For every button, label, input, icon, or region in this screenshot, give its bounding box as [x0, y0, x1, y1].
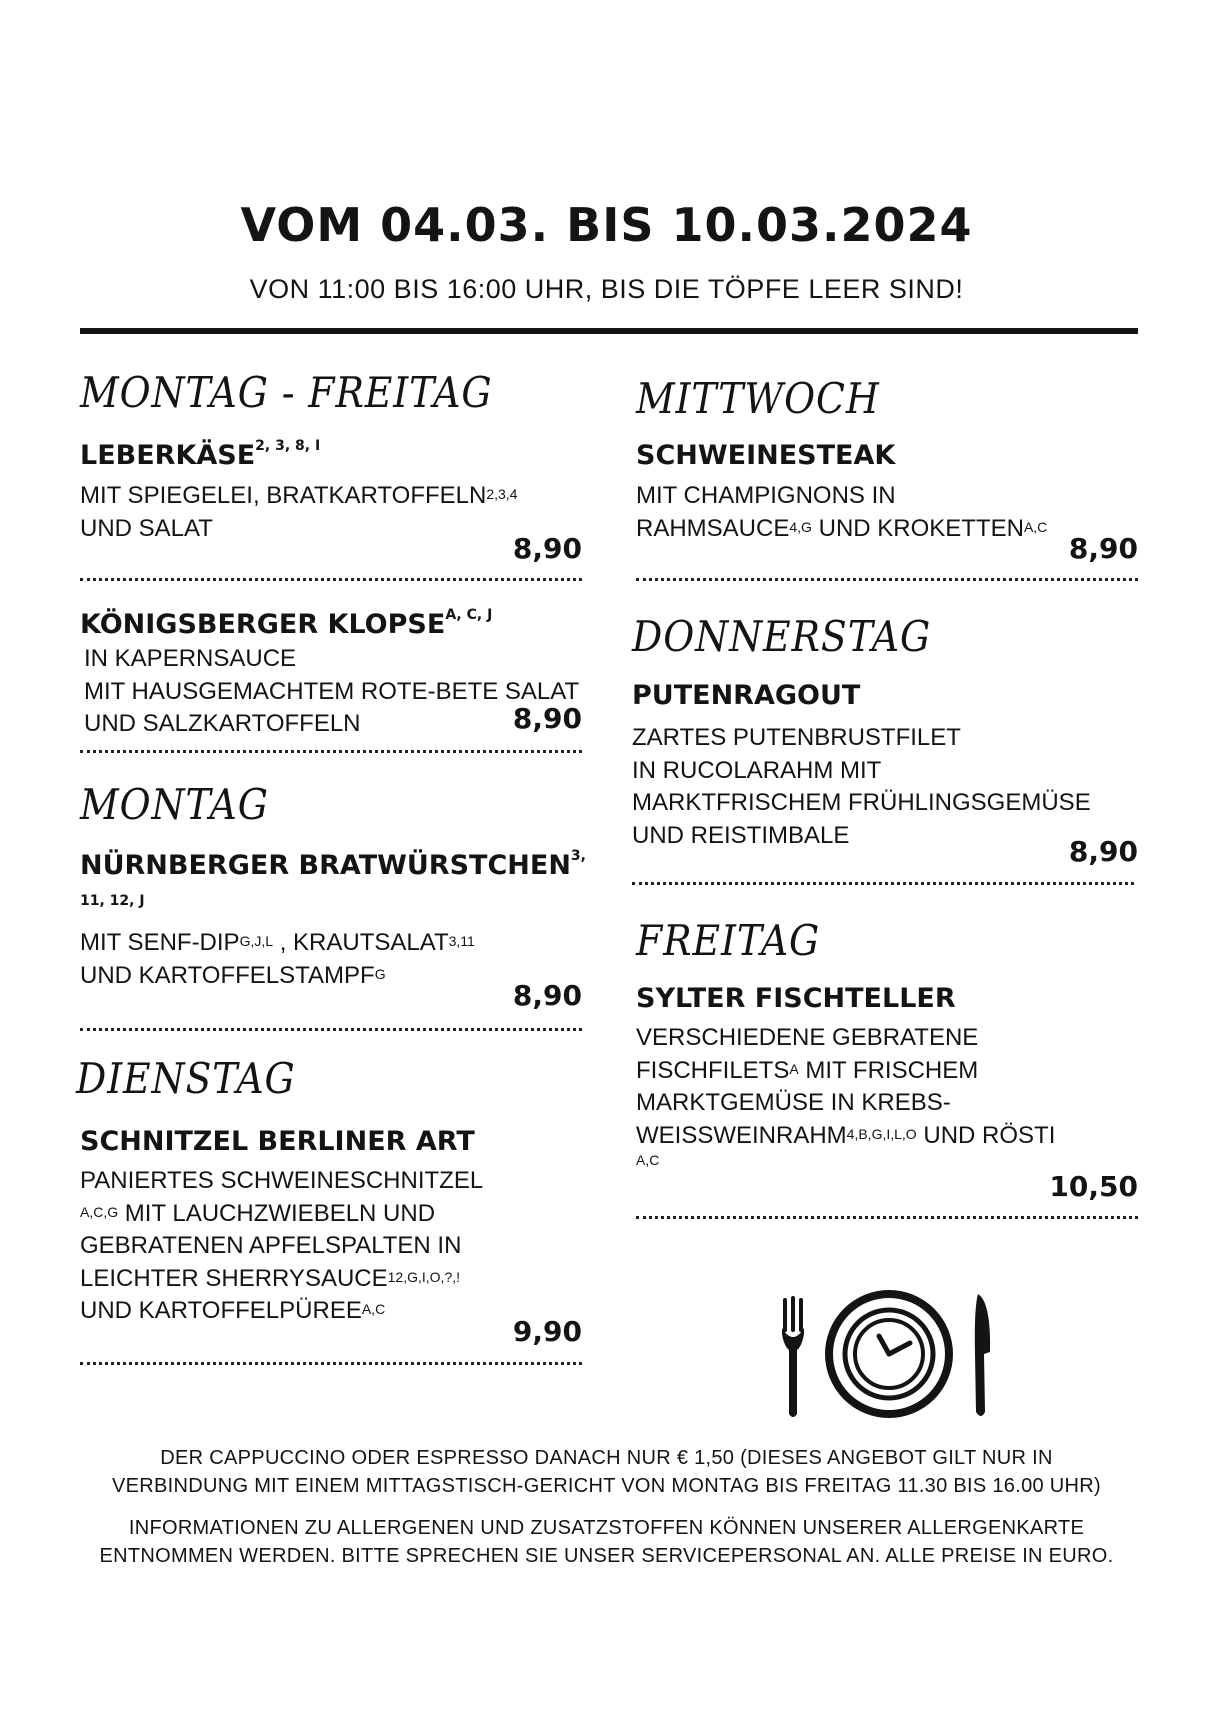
dotted-divider	[636, 578, 1138, 581]
dish-name-nuernberger-bratwuerstchen: NÜRNBERGER $BRATWÜRSTCHEN^{3,}$ 11, 12, J	[80, 848, 586, 909]
dish-name-koenigsberger-klopse: KÖNIGSBERGER $KLOPSE^{A, C, J}$	[80, 607, 493, 640]
dotted-divider	[80, 1362, 582, 1365]
day-heading-donnerstag: DONNERSTAG	[632, 612, 932, 661]
dish-name-leberkaese: $LEBERKÄSE^{2, 3, 8, I}$	[80, 438, 321, 471]
dish-description-koenigsberger-klopse: IN KAPERNSAUCE MIT HAUSGEMACHTEM ROTE-BETE SALAT UND SALZKARTOFFELN	[84, 645, 580, 737]
price-sylter-fischteller: 10,50	[1049, 1170, 1138, 1203]
header-divider	[80, 328, 1138, 334]
day-heading-freitag: FREITAG	[636, 916, 821, 965]
page-title: VOM 04.03. BIS 10.03.2024	[240, 198, 973, 252]
dish-name-sylter-fischteller: SYLTER FISCHTELLER	[636, 983, 956, 1014]
fork-icon	[782, 1296, 804, 1417]
dotted-divider	[632, 882, 1134, 885]
dish-name-putenragout: PUTENRAGOUT	[632, 680, 861, 711]
dotted-divider	[80, 578, 582, 581]
day-heading-montag: MONTAG	[80, 780, 269, 829]
price-nuernberger-bratwuerstchen: 8,90	[512, 979, 582, 1012]
price-koenigsberger-klopse: 8,90	[512, 702, 582, 735]
dish-name-schnitzel-berliner-art: SCHNITZEL BERLINER ART	[80, 1126, 475, 1157]
price-schweinesteak: 8,90	[1068, 532, 1138, 565]
price-putenragout: 8,90	[1068, 835, 1138, 868]
dish-description-putenragout: ZARTES PUTENBRUSTFILET IN RUCOLARAHM MIT MARKTFRISCHEM FRÜHLINGSGEMÜSE UND REISTIMBALE	[632, 724, 1091, 849]
dish-description-leberkaese: MIT SPIEGELEI, BRATKARTOFFELN$^{2,3,4}$ UND SALAT	[80, 482, 518, 542]
day-heading-mittwoch: MITTWOCH	[636, 374, 880, 423]
day-heading-dienstag: DIENSTAG	[76, 1054, 296, 1103]
dish-description-sylter-fischteller: VERSCHIEDENE GEBRATENE $FISCHFILETS^A$ MIT FRISCHEM MARKTGEMÜSE IN KREBS- $WEISSWEINRAHM^{4,B,G,I,L,O}$ UND RÖSTI A,C	[636, 1024, 1056, 1168]
price-schnitzel-berliner-art: 9,90	[512, 1315, 582, 1348]
dotted-divider	[80, 750, 582, 753]
footer-offer: DER CAPPUCCINO ODER ESPRESSO DANACH NUR € 1,50 (DIESES ANGEBOT GILT NUR IN VERBINDUNG MIT EINEM MITTAGSTISCH-GERICHT VON MONTAG BIS FREITAG 11.30 BIS 16.00 UHR)	[112, 1447, 1101, 1497]
footer-allergen-info: INFORMATIONEN ZU ALLERGENEN UND ZUSATZSTOFFEN KÖNNEN UNSERER ALLERGENKARTE ENTNOMMEN WERDEN. BITTE SPRECHEN SIE UNSER SERVICEPERSONAL AN. ALLE PREISE IN EURO.	[99, 1517, 1114, 1567]
knife-icon	[975, 1294, 990, 1416]
dish-name-schweinesteak: SCHWEINESTEAK	[636, 440, 896, 471]
price-leberkaese: 8,90	[512, 532, 582, 565]
fork-knife-clock-plate-icon	[778, 1288, 1000, 1420]
day-heading-montag-freitag: MONTAG - FREITAG	[80, 368, 493, 417]
dish-description-nuernberger-bratwuerstchen: MIT SENF-$DIP^{G,J,L}$ , KRAUTSALAT$^{3,11}$ UND $KARTOFFELSTAMPF^G$	[80, 929, 475, 989]
dotted-divider	[636, 1216, 1138, 1219]
clock-plate-icon	[829, 1294, 949, 1414]
dish-description-schweinesteak: MIT CHAMPIGNONS IN $RAHMSAUCE^{4,G}$ UND $KROKETTEN^{A,C}$	[636, 482, 1048, 542]
dish-description-schnitzel-berliner-art: PANIERTES SCHWEINESCHNITZEL $^{A,C,G}$ MIT LAUCHZWIEBELN UND GEBRATENEN APFELSPALTEN IN LEICHTER $SHERRYSAUCE^{12,G,I,O,?,!}$ UND $KARTOFFELPÜREE^{A,C}$	[80, 1167, 484, 1324]
dotted-divider	[80, 1028, 582, 1031]
opening-hours: VON 11:00 BIS 16:00 UHR, BIS DIE TÖPFE LEER SIND!	[249, 274, 964, 304]
